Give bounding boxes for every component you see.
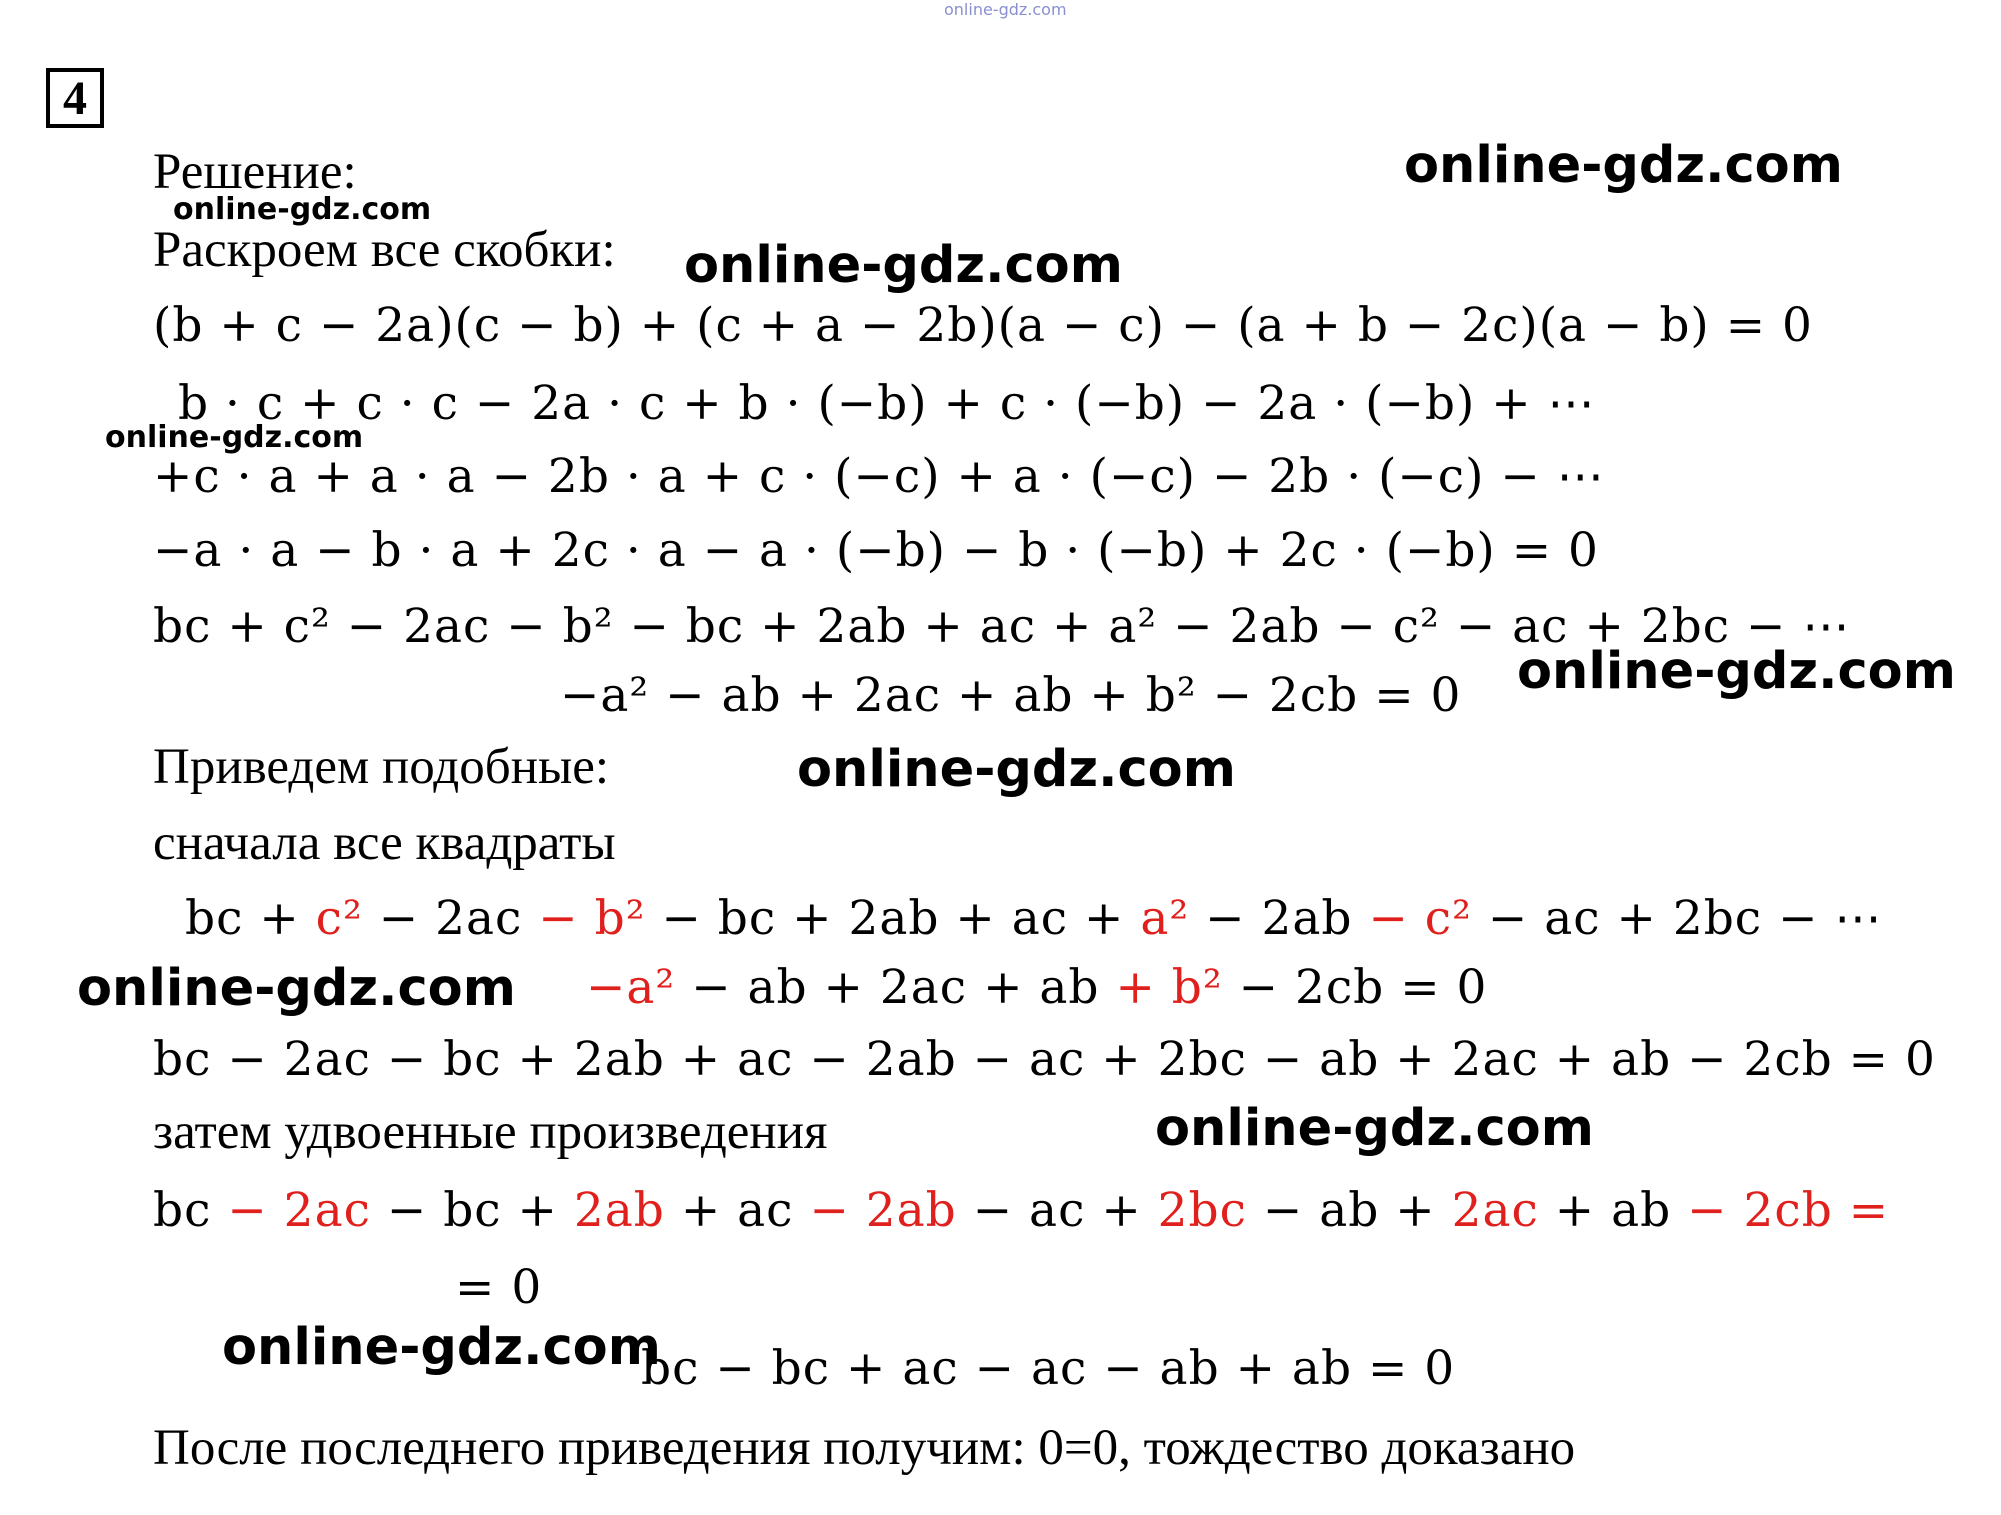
equation-line-6: −a² − ab + 2ac + ab + b² − 2cb = 0 <box>560 668 1462 723</box>
equation-line-12: bc − bc + ac − ac − ab + ab = 0 <box>641 1341 1456 1396</box>
watermark-7: online-gdz.com <box>77 959 516 1018</box>
equation-line-3: +c · a + a · a − 2b · a + c · (−c) + a · (−c) − 2b · (−c) − ⋯ <box>153 449 1605 504</box>
watermark-6: online-gdz.com <box>797 740 1236 799</box>
watermark-3: online-gdz.com <box>684 236 1123 295</box>
watermark-1: online-gdz.com <box>1404 136 1843 195</box>
equation-line-7: bc + c² − 2ac − b² − bc + 2ab + ac + a² − 2ab − c² − ac + 2bc − ⋯ <box>185 891 1883 946</box>
equation-line-9: bc − 2ac − bc + 2ab + ac − 2ab − ac + 2bc − ab + 2ac + ab − 2cb = 0 <box>153 1032 1936 1087</box>
equation-line-10: bc − 2ac − bc + 2ab + ac − 2ab − ac + 2bc − ab + 2ac + ab − 2cb = <box>153 1183 1890 1238</box>
equation-line-4: −a · a − b · a + 2c · a − a · (−b) − b · (−b) + 2c · (−b) = 0 <box>153 523 1599 578</box>
watermark-top: online-gdz.com <box>944 0 1067 19</box>
task-number-box: 4 <box>46 68 104 128</box>
equation-line-8: −a² − ab + 2ac + ab + b² − 2cb = 0 <box>586 960 1488 1015</box>
equation-line-1: (b + c − 2a)(c − b) + (c + a − 2b)(a − c) − (a + b − 2c)(a − b) = 0 <box>153 298 1813 353</box>
solution-heading: Решение: <box>153 144 357 200</box>
equation-line-11: = 0 <box>455 1260 543 1315</box>
watermark-5: online-gdz.com <box>1517 642 1956 701</box>
equation-line-5: bc + c² − 2ac − b² − bc + 2ab + ac + a² − 2ab − c² − ac + 2bc − ⋯ <box>153 599 1851 654</box>
watermark-8: online-gdz.com <box>1155 1099 1594 1158</box>
equation-line-2: b · c + c · c − 2a · c + b · (−b) + c · (−b) − 2a · (−b) + ⋯ <box>178 376 1596 431</box>
open-brackets-label: Раскроем все скобки: <box>153 222 616 278</box>
squares-first-label: сначала все квадраты <box>153 815 616 871</box>
watermark-2: online-gdz.com <box>173 192 432 227</box>
combine-like-label: Приведем подобные: <box>153 739 610 795</box>
then-doubled-label: затем удвоенные произведения <box>153 1104 828 1160</box>
watermark-9: online-gdz.com <box>222 1318 661 1377</box>
watermark-4: online-gdz.com <box>105 420 364 455</box>
conclusion-text: После последнего приведения получим: 0=0, тождество доказано <box>153 1420 1576 1476</box>
